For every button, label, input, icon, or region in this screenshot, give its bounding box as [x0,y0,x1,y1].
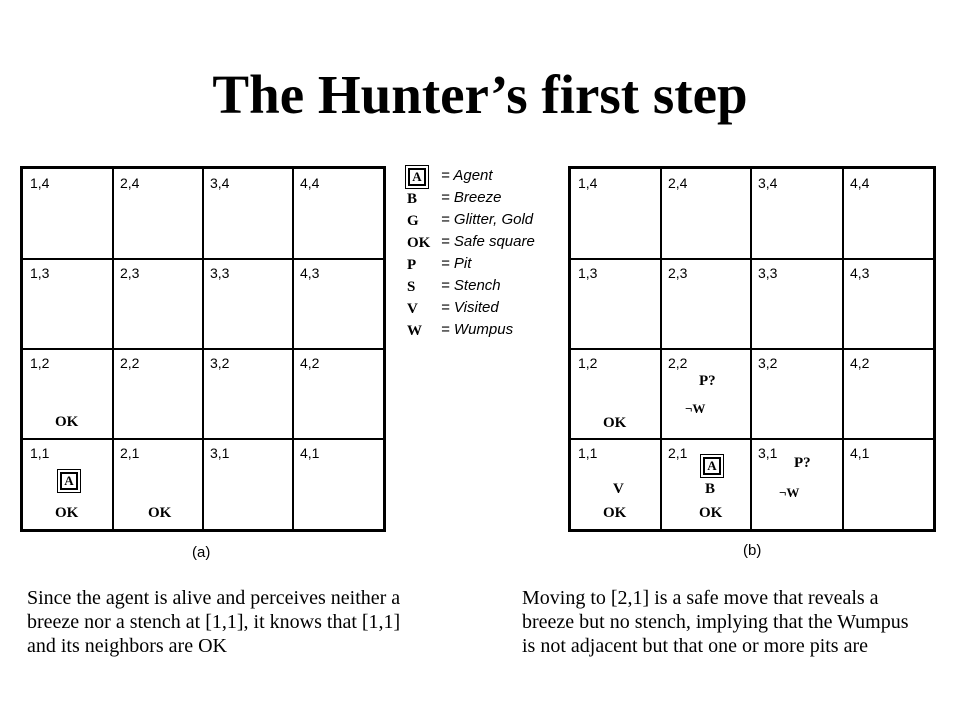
cell-coordinate: 1,3 [30,265,50,281]
cell-coordinate: 1,4 [578,175,598,191]
legend-symbol: S [407,279,416,295]
possible-pit-mark: P? [699,373,716,389]
cell-coordinate: 2,1 [668,445,688,461]
cell-2-2 [113,349,203,439]
cell-coordinate: 2,4 [120,175,140,191]
cell-3-1 [751,439,843,529]
cell-2-1 [661,439,751,529]
legend-definition: = Safe square [441,233,535,250]
cell-coordinate: 1,3 [578,265,598,281]
cell-2-4 [661,169,751,259]
agent-marker: A [703,457,721,475]
cell-1-1 [23,439,113,529]
explanation-right: Moving to [2,1] is a safe move that reveals a breeze but no stench, implying that the Wumpus is not adjacent but that one or more pits are [522,587,909,657]
cell-coordinate: 1,1 [578,445,598,461]
agent-symbol: A [408,168,426,186]
cell-coordinate: 3,4 [758,175,778,191]
legend-definition: = Agent [441,167,493,184]
safe-mark: OK [55,505,79,521]
safe-mark: OK [148,505,172,521]
cell-coordinate: 3,4 [210,175,230,191]
cell-1-3 [571,259,661,349]
legend-definition: = Stench [441,277,501,294]
cell-coordinate: 2,2 [120,355,140,371]
wumpus-grid-b [568,166,936,532]
legend-symbol: V [407,301,418,317]
legend-symbol: OK [407,235,431,251]
legend-definition: = Glitter, Gold [441,211,534,228]
cell-coordinate: 1,2 [578,355,598,371]
cell-1-1 [571,439,661,529]
cell-4-1 [293,439,383,529]
cell-coordinate: 3,1 [210,445,230,461]
legend-symbol: W [407,323,422,339]
grid-a-caption: (a) [192,544,211,561]
possible-pit-mark: P? [794,455,811,471]
cell-1-2 [571,349,661,439]
safe-mark: OK [603,505,627,521]
cell-4-4 [293,169,383,259]
cell-3-3 [751,259,843,349]
cell-coordinate: 4,1 [300,445,320,461]
legend-item-breeze [405,188,575,210]
legend-item-wumpus [405,320,575,342]
breeze-mark: B [705,481,716,497]
cell-2-2 [661,349,751,439]
cell-1-3 [23,259,113,349]
legend-definition: = Visited [441,299,499,316]
cell-coordinate: 2,3 [120,265,140,281]
legend-definition: = Pit [441,255,472,272]
cell-coordinate: 3,3 [210,265,230,281]
cell-1-4 [23,169,113,259]
cell-3-2 [203,349,293,439]
cell-coordinate: 4,1 [850,445,870,461]
cell-3-4 [203,169,293,259]
wumpus-grid-a [20,166,386,532]
legend-definition: = Wumpus [441,321,514,338]
legend-item-pit [405,254,575,276]
cell-coordinate: 3,2 [758,355,778,371]
legend-item-glitter [405,210,575,232]
no-wumpus-mark: ¬W [685,401,706,416]
safe-mark: OK [603,415,627,431]
cell-1-4 [571,169,661,259]
cell-3-4 [751,169,843,259]
cell-coordinate: 3,2 [210,355,230,371]
cell-4-4 [843,169,933,259]
legend-symbol: G [407,213,419,229]
legend-item-stench [405,276,575,298]
cell-coordinate: 4,2 [300,355,320,371]
cell-coordinate: 4,2 [850,355,870,371]
cell-coordinate: 1,4 [30,175,50,191]
cell-3-1 [203,439,293,529]
cell-coordinate: 2,2 [668,355,688,371]
no-wumpus-mark: ¬W [779,485,800,500]
visited-mark: V [613,481,624,497]
legend-item-visited [405,298,575,320]
legend-symbol: P [407,257,417,273]
cell-coordinate: 4,3 [300,265,320,281]
grid-b-caption: (b) [743,542,762,559]
cell-2-3 [661,259,751,349]
cell-coordinate: 4,3 [850,265,870,281]
cell-2-4 [113,169,203,259]
cell-coordinate: 4,4 [300,175,320,191]
cell-4-2 [293,349,383,439]
safe-mark: OK [699,505,723,521]
cell-2-3 [113,259,203,349]
cell-4-2 [843,349,933,439]
cell-coordinate: 3,3 [758,265,778,281]
slide-title: The Hunter’s first step [212,64,748,125]
legend-definition: = Breeze [441,189,502,206]
cell-1-2 [23,349,113,439]
cell-4-1 [843,439,933,529]
cell-4-3 [843,259,933,349]
legend-item-agent [405,166,575,188]
agent-marker: A [60,472,78,490]
cell-4-3 [293,259,383,349]
cell-3-2 [751,349,843,439]
cell-coordinate: 1,2 [30,355,50,371]
cell-coordinate: 4,4 [850,175,870,191]
legend-item-safe [405,232,575,254]
cell-coordinate: 2,3 [668,265,688,281]
safe-mark: OK [55,414,79,430]
cell-2-1 [113,439,203,529]
cell-3-3 [203,259,293,349]
legend-symbol: B [407,191,418,207]
cell-coordinate: 2,1 [120,445,140,461]
cell-coordinate: 2,4 [668,175,688,191]
cell-coordinate: 3,1 [758,445,778,461]
explanation-left: Since the agent is alive and perceives neither a breeze nor a stench at [1,1], it knows that [1,1] and its neighbors are OK [27,587,401,657]
cell-coordinate: 1,1 [30,445,50,461]
